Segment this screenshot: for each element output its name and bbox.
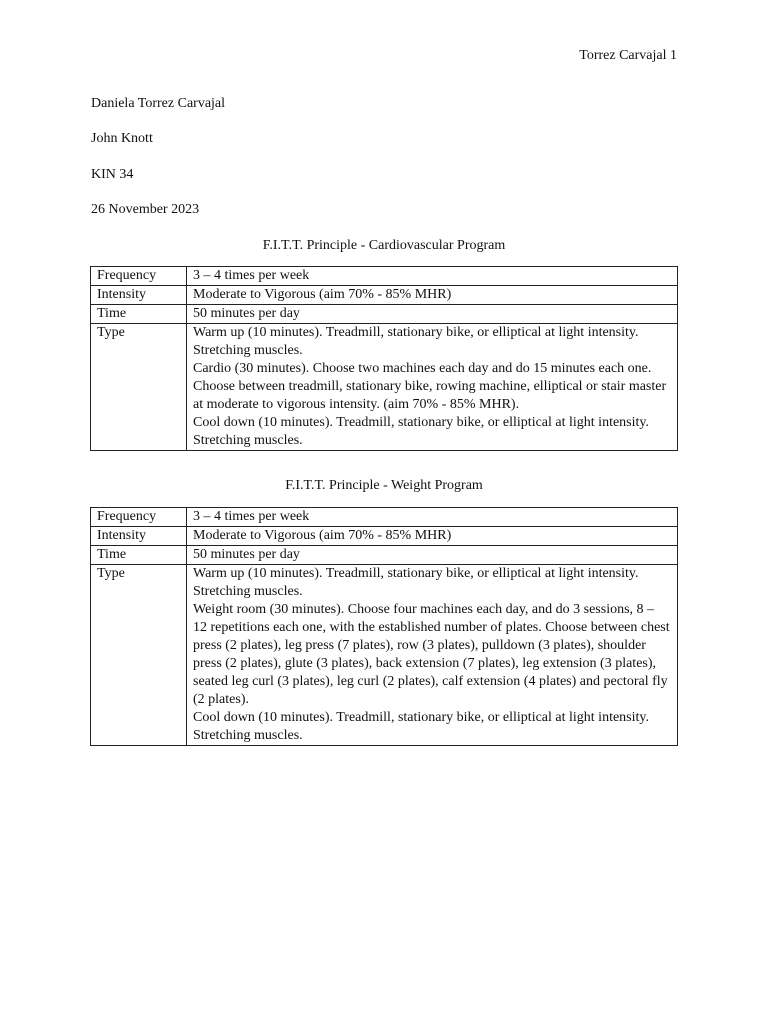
- time-value: 50 minutes per day: [187, 305, 678, 324]
- table-row: [91, 286, 678, 305]
- cardio-text: Cardio (30 minutes). Choose two machines each day and do 15 minutes each one. Choose between treadmill, stationary bike, rowing machine, elliptical or stair master at moderate to vigorous intensity. (aim 70% - 85% MHR).: [193, 361, 667, 412]
- type-label: Type: [91, 324, 187, 451]
- intensity-label: Intensity: [91, 527, 187, 546]
- warm-up-text: Warm up (10 minutes). Treadmill, stationary bike, or elliptical at light intensity. Stretching muscles.: [193, 566, 639, 599]
- table-row: [91, 267, 678, 286]
- frequency-value: 3 – 4 times per week: [187, 267, 678, 286]
- table-row: [91, 324, 678, 451]
- time-value: 50 minutes per day: [187, 546, 678, 565]
- frequency-label: Frequency: [91, 508, 187, 527]
- cardio-table-title: F.I.T.T. Principle - Cardiovascular Program: [262, 238, 506, 253]
- cool-down-text: Cool down (10 minutes). Treadmill, stationary bike, or elliptical at light intensity. Stretching muscles.: [193, 415, 649, 448]
- running-head: Torrez Carvajal 1: [579, 48, 677, 63]
- time-label: Time: [91, 546, 187, 565]
- instructor-name: John Knott: [91, 131, 153, 146]
- intensity-value: Moderate to Vigorous (aim 70% - 85% MHR): [187, 527, 678, 546]
- time-label: Time: [91, 305, 187, 324]
- table-row: [91, 508, 678, 527]
- table-row: [91, 305, 678, 324]
- type-label: Type: [91, 565, 187, 746]
- course-name: KIN 34: [91, 167, 134, 182]
- cool-down-text: Cool down (10 minutes). Treadmill, stationary bike, or elliptical at light intensity. Stretching muscles.: [193, 710, 649, 743]
- intensity-value: Moderate to Vigorous (aim 70% - 85% MHR): [187, 286, 678, 305]
- frequency-value: 3 – 4 times per week: [187, 508, 678, 527]
- table-row: [91, 565, 678, 746]
- frequency-label: Frequency: [91, 267, 187, 286]
- warm-up-text: Warm up (10 minutes). Treadmill, stationary bike, or elliptical at light intensity. Stretching muscles.: [193, 325, 639, 358]
- cardio-fitt-table: [90, 266, 678, 451]
- student-name: Daniela Torrez Carvajal: [91, 96, 226, 111]
- submission-date: 26 November 2023: [91, 202, 200, 217]
- weight-room-text: Weight room (30 minutes). Choose four machines each day, and do 3 sessions, 8 – 12 repetitions each one, with the established number of plates. Choose between chest press (2 plates), leg press (7 plates), row (3 plates), pulldown (3 plates), shoulder press (2 plates), glute (3 plates), back extension (7 plates), leg extension (3 plates), seated leg curl (3 plates), leg curl (2 plates), calf extension (4 plates) and pectoral fly (2 plates).: [193, 602, 670, 707]
- weight-table-title: F.I.T.T. Principle - Weight Program: [285, 478, 483, 493]
- type-value: [187, 565, 678, 746]
- weight-fitt-table: [90, 507, 678, 746]
- type-value: [187, 324, 678, 451]
- table-row: [91, 546, 678, 565]
- table-row: [91, 527, 678, 546]
- intensity-label: Intensity: [91, 286, 187, 305]
